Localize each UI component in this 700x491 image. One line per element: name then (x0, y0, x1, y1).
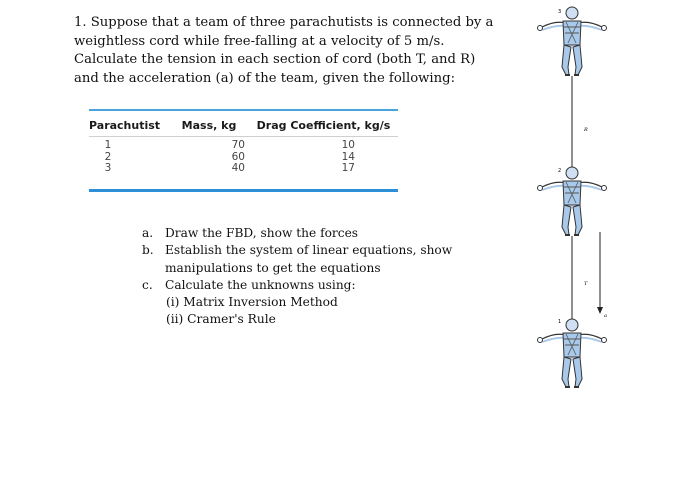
task-text: Establish the system of linear equations, show manipulations to get the equations (165, 243, 453, 275)
cell-mass: 60 (231, 150, 245, 163)
table-row (89, 140, 398, 152)
acceleration-arrowhead (597, 307, 603, 314)
parachutist-2 (538, 167, 607, 235)
cell-parachutist: 2 (104, 150, 112, 163)
task-label: a. (142, 226, 154, 240)
label-3: 3 (558, 9, 562, 15)
task-a (142, 225, 482, 242)
header-mass: Mass, kg (181, 118, 237, 132)
cell-mass: 70 (231, 139, 245, 151)
problem-statement: 1. Suppose that a team of three parachutists is connected by a weightless cord while free-falling at a velocity of 5 m/s. Calculate the tension in each section of cord (both T, and R) and the acceleration (a) of the team, given the following: (74, 15, 494, 86)
label-T: T (584, 281, 588, 287)
label-1: 1 (558, 319, 562, 325)
task-c (142, 277, 482, 294)
cell-drag: 17 (341, 162, 355, 174)
table-bottom-rule (89, 189, 398, 192)
header-drag: Drag Coefficient, kg/s (256, 118, 391, 132)
task-c-sublist (142, 294, 338, 329)
table-row (89, 163, 398, 175)
task-b (142, 242, 482, 277)
label-2: 2 (558, 168, 562, 174)
task-text: Draw the FBD, show the forces (165, 226, 359, 240)
sub-item: (i) Matrix Inversion Method (166, 295, 338, 310)
label-a: a (604, 313, 607, 319)
parachutist-3 (538, 7, 607, 75)
cell-drag: 10 (341, 139, 355, 151)
table-header-row (89, 114, 398, 137)
header-parachutist: Parachutist (89, 118, 161, 132)
table-body (89, 140, 398, 175)
table-top-rule (89, 109, 398, 111)
task-list (142, 225, 482, 329)
parachutist-table (89, 109, 398, 192)
sub-item: (ii) Cramer's Rule (166, 312, 276, 327)
task-label: b. (142, 243, 154, 258)
task-c-sublist-wrap (142, 294, 482, 329)
task-text: Calculate the unknowns using: (165, 277, 356, 292)
parachutist-1 (538, 319, 607, 387)
cell-parachutist: 1 (104, 139, 112, 151)
parachutists-figure (520, 0, 700, 491)
cell-parachutist: 3 (104, 162, 112, 174)
task-label: c. (142, 277, 153, 292)
cell-drag: 14 (341, 150, 355, 163)
cell-mass: 40 (231, 162, 245, 174)
label-R: R (584, 127, 588, 133)
